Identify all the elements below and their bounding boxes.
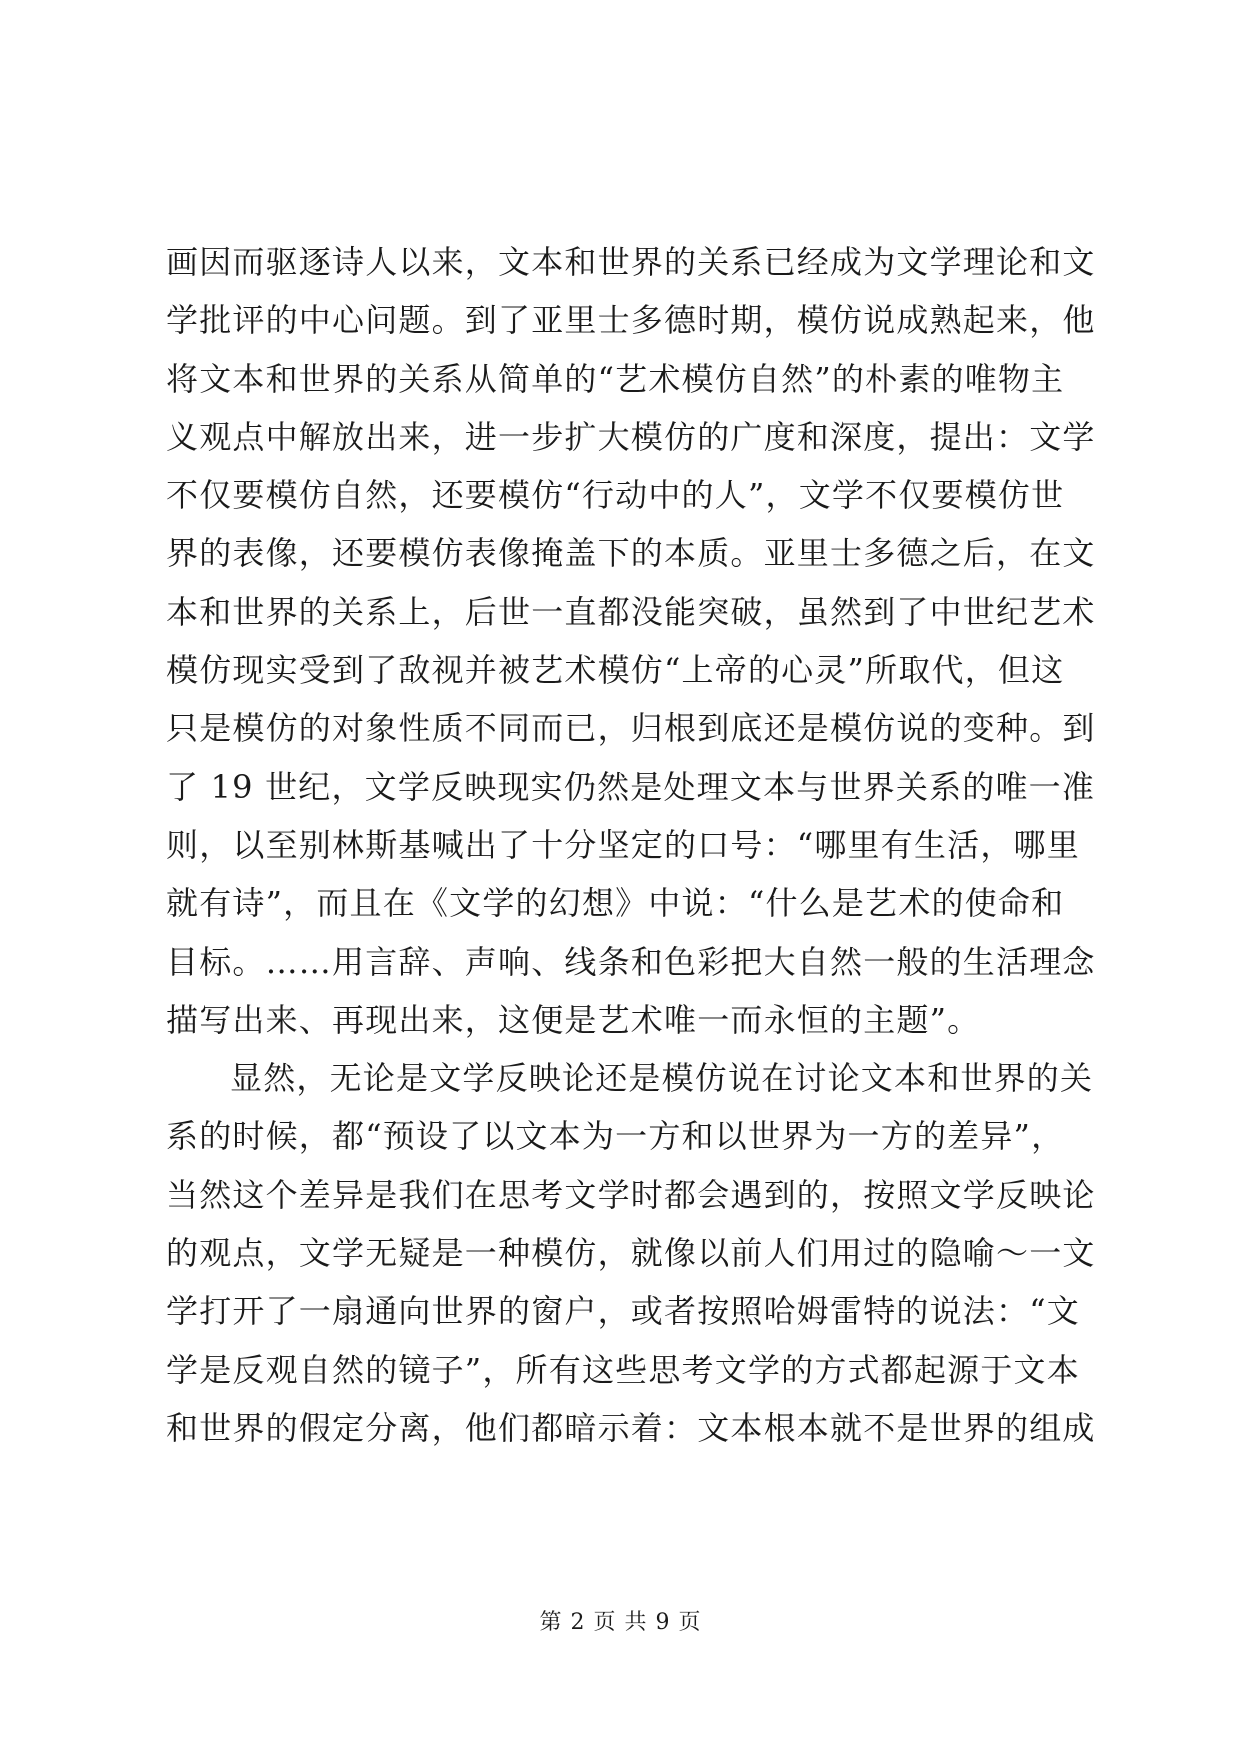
paragraph-start-line: 显然，无论是文学反映论还是模仿说在讨论文本和世界的关: [230, 1059, 1094, 1098]
text-line: 了 19 世纪，文学反映现实仍然是处理文本与世界关系的唯一准: [166, 767, 1096, 806]
text-line: 学批评的中心问题。到了亚里士多德时期，模仿说成熟起来，他: [166, 301, 1096, 340]
text-line: 描写出来、再现出来，这便是艺术唯一而永恒的主题”。: [166, 1000, 981, 1039]
text-line: 系的时候，都“预设了以文本为一方和以世界为一方的差异”，: [166, 1117, 1065, 1156]
text-line: 当然这个差异是我们在思考文学时都会遇到的，按照文学反映论: [166, 1175, 1096, 1214]
text-line: 和世界的假定分离，他们都暗示着：文本根本就不是世界的组成: [166, 1408, 1096, 1447]
text-line: 则，以至别林斯基喊出了十分坚定的口号：“哪里有生活，哪里: [166, 825, 1080, 864]
text-line: 画因而驱逐诗人以来，文本和世界的关系已经成为文学理论和文: [166, 243, 1096, 281]
text-line: 就有诗”，而且在《文学的幻想》中说：“什么是艺术的使命和: [166, 884, 1065, 923]
text-line: 只是模仿的对象性质不同而已，归根到底还是模仿说的变种。到: [166, 709, 1096, 748]
text-line: 模仿现实受到了敌视并被艺术模仿“上帝的心灵”所取代，但这: [166, 651, 1065, 690]
text-line: 的观点，文学无疑是一种模仿，就像以前人们用过的隐喻～一文: [166, 1234, 1096, 1273]
text-line: 目标。……用言辞、声响、线条和色彩把大自然一般的生活理念: [166, 942, 1096, 981]
text-line: 学是反观自然的镜子”，所有这些思考文学的方式都起源于文本: [166, 1350, 1080, 1389]
text-line: 本和世界的关系上，后世一直都没能突破，虽然到了中世纪艺术: [166, 592, 1096, 631]
page-number-footer: 第 2 页 共 9 页: [539, 1610, 702, 1635]
text-line: 义观点中解放出来，进一步扩大模仿的广度和深度，提出：文学: [166, 417, 1096, 456]
text-line: 界的表像，还要模仿表像掩盖下的本质。亚里士多德之后，在文: [166, 534, 1096, 573]
text-line: 将文本和世界的关系从简单的“艺术模仿自然”的朴素的唯物主: [166, 359, 1065, 398]
text-line: 不仅要模仿自然，还要模仿“行动中的人”，文学不仅要模仿世: [166, 476, 1065, 515]
body-text: [166, 233, 1096, 1457]
text-line: 学打开了一扇通向世界的窗户，或者按照哈姆雷特的说法：“文: [166, 1292, 1080, 1331]
